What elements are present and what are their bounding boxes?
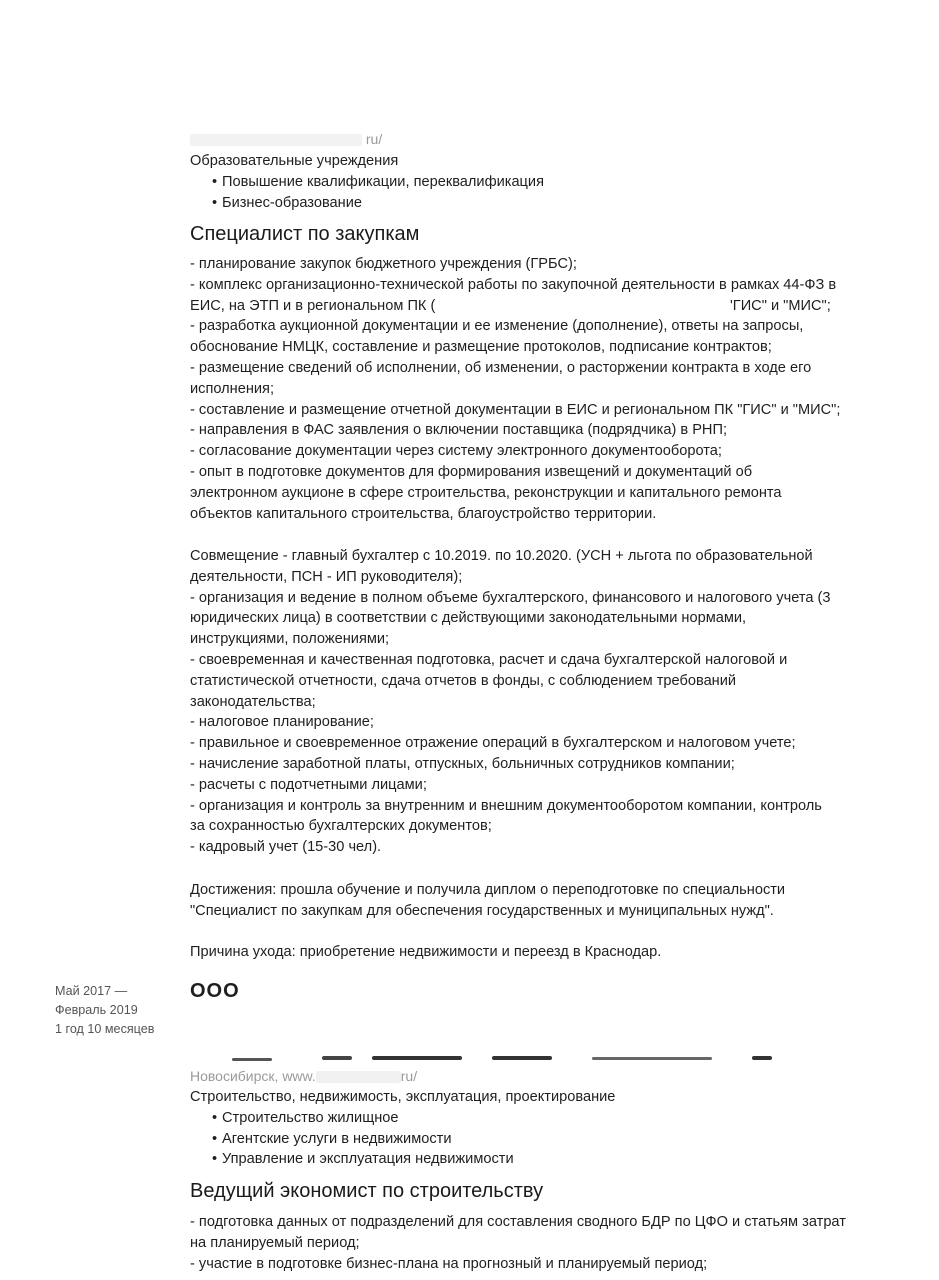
combo-line: за сохранностью бухгалтерских документов;: [190, 818, 492, 835]
duty-line-part: 'ГИС" и "МИС";: [730, 297, 831, 314]
achievement-line: Достижения: прошла обучение и получила диплом о переподготовке по специальности: [190, 882, 786, 898]
redaction-mark: [232, 1058, 272, 1061]
company-site: [190, 131, 382, 147]
period-duration: 1 год 10 месяцев: [55, 1022, 155, 1036]
duties-text: [190, 1212, 890, 1274]
duty-line: исполнения;: [190, 380, 275, 397]
duty-line: [190, 296, 890, 317]
duty-line: - направления в ФАС заявления о включении поставщика (подрядчика) в РНП;: [190, 422, 728, 439]
list-item: • Агентские услуги в недвижимости: [200, 1129, 514, 1150]
combo-line: - расчеты с подотчетными лицами;: [190, 776, 427, 793]
duty-line: - участие в подготовке бизнес-плана на прогнозный и планируемый период;: [190, 1255, 708, 1272]
company-name: ООО: [190, 980, 240, 1002]
duty-line: - подготовка данных от подразделений для составления сводного БДР по ЦФО и статьям затрат: [190, 1214, 846, 1230]
leave-reason: Причина ухода: приобретение недвижимости и переезд в Краснодар.: [190, 944, 662, 960]
site-suffix: ru/: [400, 1068, 418, 1084]
combo-line: - организация и контроль за внутренним и внешним документооборотом компании, контроль: [190, 797, 822, 814]
redacted-company-line: [232, 1056, 772, 1064]
duty-line: электронном аукционе в сфере строительства, реконструкции и капитального ремонта: [190, 484, 782, 501]
duty-line: объектов капитального строительства, благоустройство территории.: [190, 505, 657, 522]
redacted-text: [316, 1071, 401, 1083]
combo-line: - правильное и своевременное отражение операций в бухгалтерском и налоговом учете;: [190, 735, 796, 752]
combo-line: - кадровый учет (15-30 чел).: [190, 839, 382, 856]
combo-line: - своевременная и качественная подготовка, расчет и сдача бухгалтерской налоговой и: [190, 651, 788, 668]
list-item: • Строительство жилищное: [200, 1108, 514, 1129]
duty-line: - составление и размещение отчетной документации в ЕИС и региональном ПК "ГИС" и "МИС";: [190, 401, 841, 418]
position-title: Ведущий экономист по строительству: [190, 1180, 544, 1202]
employment-period: [55, 982, 154, 1039]
duty-line: - размещение сведений об исполнении, об изменении, о расторжении контракта в ходе его: [190, 359, 812, 376]
combo-line: деятельности, ПСН - ИП руководителя);: [190, 568, 463, 585]
redaction-mark: [372, 1056, 462, 1060]
duty-line: на планируемый период;: [190, 1234, 360, 1251]
duty-line: - планирование закупок бюджетного учреждения (ГРБС);: [190, 256, 577, 272]
company-location: [190, 1068, 417, 1084]
list-item: • Управление и эксплуатация недвижимости: [200, 1149, 514, 1170]
duty-line: - опыт в подготовке документов для формирования извещений и документаций об: [190, 463, 753, 480]
period-end: Февраль 2019: [55, 1003, 138, 1017]
location-text: Новосибирск, www.: [190, 1068, 316, 1084]
redaction-mark: [492, 1056, 552, 1060]
combo-line: инструкциями, положениями;: [190, 631, 390, 648]
combo-line: законодательства;: [190, 693, 316, 710]
duty-line: - разработка аукционной документации и ее изменение (дополнение), ответы на запросы,: [190, 318, 804, 335]
duty-line: обоснование НМЦК, составление и размещение протоколов, подписание контрактов;: [190, 339, 772, 356]
achievements-text: [190, 880, 890, 922]
combo-line: статистической отчетности, сдача отчетов в фонды, с соблюдением требований: [190, 672, 737, 689]
industry-list: [200, 1108, 514, 1170]
combo-line: - начисление заработной платы, отпускных, больничных сотрудников компании;: [190, 755, 735, 772]
combo-line: - налоговое планирование;: [190, 714, 374, 731]
redaction-mark: [592, 1057, 712, 1060]
industry-label: Строительство, недвижимость, эксплуатация, проектирование: [190, 1089, 616, 1105]
list-item: • Бизнес-образование: [200, 193, 544, 214]
combo-line: Совмещение - главный бухгалтер с 10.2019. по 10.2020. (УСН + льгота по образовательной: [190, 548, 813, 564]
achievement-line: "Специалист по закупкам для обеспечения государственных и муниципальных нужд".: [190, 902, 774, 919]
list-item: • Повышение квалификации, переквалификация: [200, 172, 544, 193]
duties-text: [190, 254, 890, 524]
redaction-mark: [322, 1056, 352, 1060]
period-start: Май 2017 —: [55, 984, 128, 998]
duty-line: - комплекс организационно-технической работы по закупочной деятельности в рамках 44-ФЗ в: [190, 276, 837, 293]
combo-text: [190, 546, 890, 858]
position-title: Специалист по закупкам: [190, 223, 420, 245]
industry-list: [200, 172, 544, 213]
duty-line: - согласование документации через систему электронного документооборота;: [190, 443, 722, 460]
combo-line: юридических лица) в соответствии с действующими законодательными нормами,: [190, 610, 747, 627]
redacted-text: [190, 134, 362, 146]
site-suffix: ru/: [365, 131, 383, 147]
industry-label: Образовательные учреждения: [190, 153, 399, 169]
redaction-mark: [752, 1056, 772, 1060]
duty-line-part: ЕИС, на ЭТП и в региональном ПК (: [190, 297, 436, 314]
combo-line: - организация и ведение в полном объеме бухгалтерского, финансового и налогового учета (3: [190, 589, 831, 606]
